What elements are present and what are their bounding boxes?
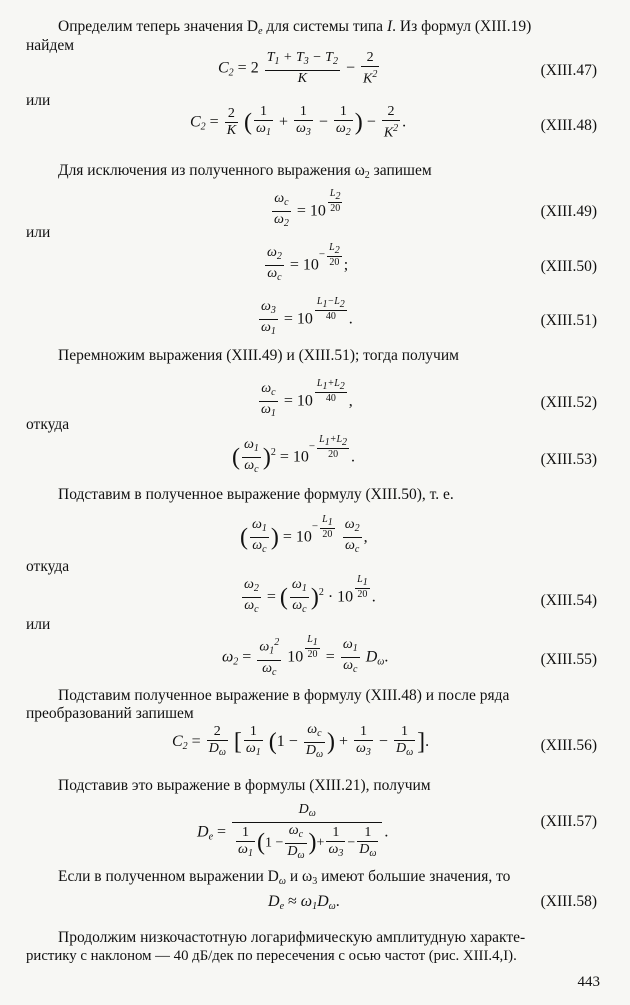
- equation-number-47: (XIII.47): [540, 62, 597, 79]
- equation-56: $C_2$ = $\frac{2}{D_\omega}$ [ $\frac{1}{\omega_1}$ (1 − $\frac{\omega_c}{D_\omega}$ ) + $\frac{1}{\omega_3}$ − $\frac{1}{D_\omega}$ ].: [172, 722, 430, 760]
- equation-50: $\frac{\omega_2}{\omega_c}$ = 10− $\frac{L_2}{20}$ ;: [267, 242, 349, 284]
- paragraph-transform: Подставим полученное выражение в формулу (XIII.48) и после ряда: [58, 687, 510, 704]
- text-fragment: Для исключения из полученного выражения ω: [58, 162, 365, 179]
- equation-58: $D_e \approx \omega_1D_\omega$.: [268, 893, 340, 912]
- equation-unnumbered: ( $\frac{\omega_1}{\omega_c}$ ) = 10− $\frac{L_1}{20}$ $\frac{\omega_2}{\omega_c}$ ,: [240, 514, 368, 556]
- text-fragment: 3: [312, 876, 318, 887]
- word-or: или: [26, 224, 51, 241]
- text-fragment: для системы типа: [262, 18, 387, 35]
- text-fragment: ω: [278, 876, 286, 887]
- equation-47: $C_2 = 2$ $\frac{T_1 + T_3 - T_2}{K}$ − $\frac{2}{K^2}$: [218, 50, 378, 87]
- paragraph-substitute: Подставим в полученное выражение формулу (XIII.50), т. е.: [58, 486, 454, 503]
- paragraph-continue: Продолжим низкочастотную логарифмическую амплитудную характе-: [58, 929, 526, 946]
- text-fragment: Определим теперь значения D: [58, 18, 259, 35]
- paragraph-intro: [58, 18, 531, 41]
- text-fragment: Если в полученном выражении D: [58, 868, 279, 885]
- paragraph-intro-cont: найдем: [26, 37, 75, 54]
- paragraph-substituting: Подставив это выражение в формулы (XIII.21), получим: [58, 777, 431, 794]
- text-fragment: e: [258, 26, 263, 37]
- equation-number-57: (XIII.57): [540, 813, 597, 830]
- equation-53: ( $\frac{\omega_1}{\omega_c}$ )$^2$ = 10− $\frac{L_1+L_2}{20}$ .: [232, 434, 356, 476]
- equation-49: $\frac{\omega_c}{\omega_2}$ = 10 $\frac{L_2}{20}$: [274, 188, 341, 230]
- paragraph-large-values: [58, 868, 510, 891]
- equation-57: $D_e$ = $D_\omega$ $\frac{1}{\omega_1}$ (1 − $\frac{\omega_c}{D_\omega}$ )+ $\frac{1}{\omega_3}$ − $\frac{1}{D_\omega}$ .: [197, 802, 389, 861]
- paragraph-transform-cont: преобразований запишем: [26, 705, 194, 722]
- word-or: или: [26, 92, 51, 109]
- equation-number-51: (XIII.51): [540, 312, 597, 329]
- page-number: 443: [577, 974, 600, 990]
- text-fragment: запишем: [369, 162, 432, 179]
- equation-number-56: (XIII.56): [540, 737, 597, 754]
- word-or: или: [26, 616, 51, 633]
- word-whence: откуда: [26, 558, 70, 575]
- equation-number-48: (XIII.48): [540, 117, 597, 134]
- text-fragment: имеют большие значения, то: [317, 868, 511, 885]
- equation-51: $\frac{\omega_3}{\omega_1}$ = 10 $\frac{L_1-L_2}{40}$ .: [261, 296, 353, 338]
- equation-number-54: (XIII.54): [540, 592, 597, 609]
- paragraph-multiply: Перемножим выражения (XIII.49) и (XIII.51); тогда получим: [58, 347, 459, 364]
- word-whence: откуда: [26, 416, 70, 433]
- text-fragment: и ω: [285, 868, 313, 885]
- text-fragment: 2: [364, 170, 370, 181]
- equation-48: $C_2$ = $\frac{2}{K}$ ( $\frac{1}{\omega_1}$ + $\frac{1}{\omega_3}$ − $\frac{1}{\omega_2}$ ) − $\frac{2}{K^2}$ .: [190, 104, 407, 141]
- paragraph-continue-cont: ристику с наклоном — 40 дБ/дек по пересечения с осью частот (рис. XIII.4,I).: [26, 948, 517, 964]
- paragraph-exclusion: [58, 162, 432, 185]
- equation-number-50: (XIII.50): [540, 258, 597, 275]
- equation-number-55: (XIII.55): [540, 651, 597, 668]
- equation-number-53: (XIII.53): [540, 451, 597, 468]
- equation-54: $\frac{\omega_2}{\omega_c}$ = ( $\frac{\omega_1}{\omega_c}$ )$^2$ · 10 $\frac{L_1}{20}$ .: [244, 574, 376, 616]
- equation-52: $\frac{\omega_c}{\omega_1}$ = 10 $\frac{L_1+L_2}{40}$ ,: [261, 378, 353, 420]
- equation-number-52: (XIII.52): [540, 394, 597, 411]
- text-fragment: . Из формул (XIII.19): [392, 18, 532, 35]
- equation-number-58: (XIII.58): [540, 893, 597, 910]
- equation-55: $\omega_2$ = $\frac{\omega_1^2}{\omega_c}$ 10 $\frac{L_1}{20}$ = $\frac{\omega_1}{\omega_c}$ $D_\omega$.: [222, 634, 389, 678]
- equation-number-49: (XIII.49): [540, 203, 597, 220]
- text-fragment: I: [386, 18, 393, 35]
